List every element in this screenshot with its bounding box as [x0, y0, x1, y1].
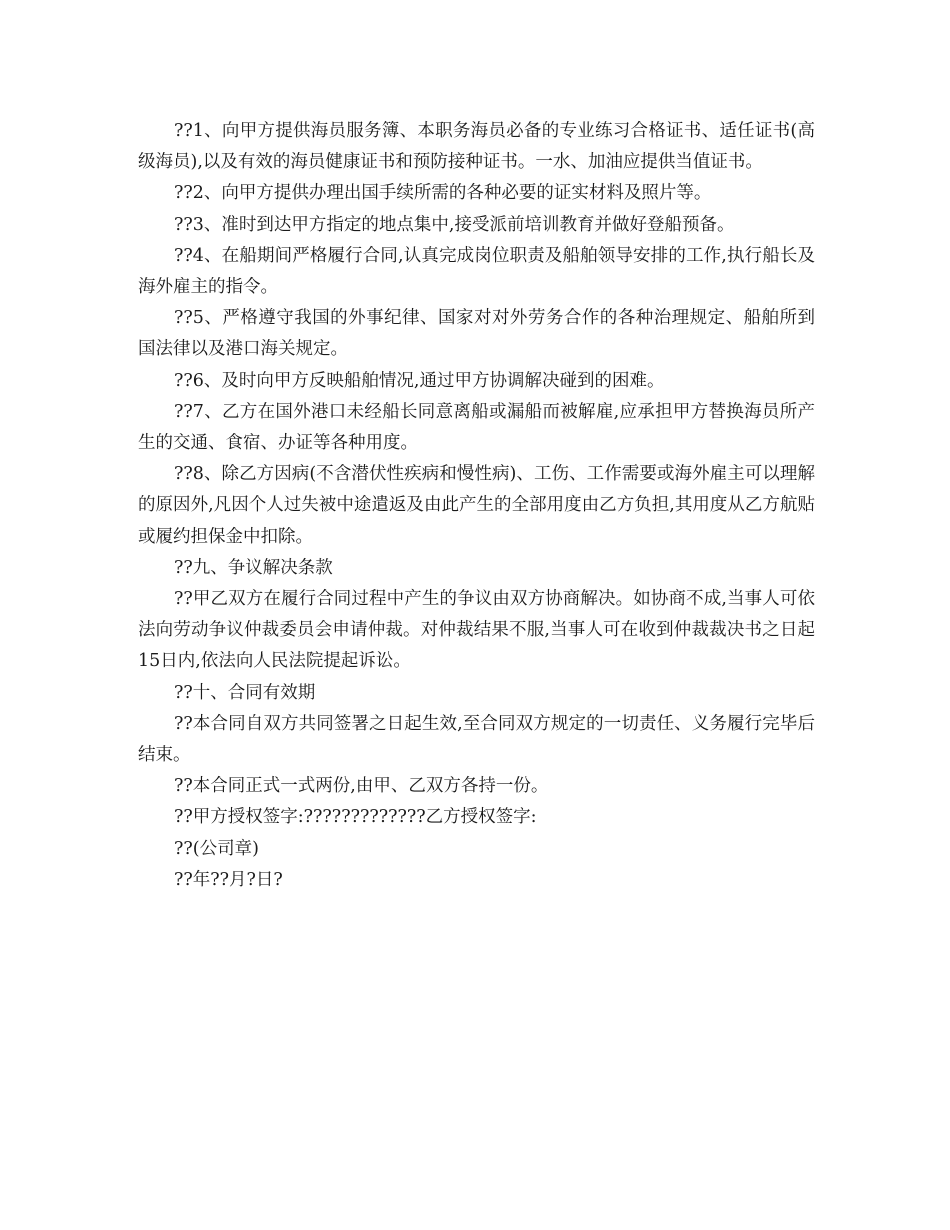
- section-heading-dispute: ??九、争议解决条款: [174, 557, 333, 578]
- document-body: [138, 116, 815, 896]
- paragraph-clause-4: ??4、在船期间严格履行合同,认真完成岗位职责及船舶领导安排的工作,执行船长及海外雇主的指令。: [138, 245, 815, 298]
- paragraph-clause-5: ??5、严格遵守我国的外事纪律、国家对对外劳务合作的各种治理规定、船舶所到国法律以及港口海关规定。: [138, 308, 815, 360]
- paragraph-clause-1: ??1、向甲方提供海员服务簿、本职务海员必备的专业练习合格证书、适任证书(高级海员),以及有效的海员健康证书和预防接种证书。一水、加油应提供当值证书。: [138, 121, 815, 173]
- signature-line: ??甲方授权签字:?????????????乙方授权签字:: [174, 807, 537, 828]
- paragraph-dispute: ??甲乙双方在履行合同过程中产生的争议由双方协商解决。如协商不成,当事人可依法向劳动争议仲裁委员会申请仲裁。对仲裁结果不服,当事人可在收到仲裁裁决书之日起15日内,依法向人民法院提起诉讼。: [138, 589, 815, 672]
- paragraph-clause-7: ??7、乙方在国外港口未经船长同意离船或漏船而被解雇,应承担甲方替换海员所产生的交通、食宿、办证等各种用度。: [138, 401, 815, 454]
- paragraph-clause-6: ??6、及时向甲方反映船舶情况,通过甲方协调解决碰到的困难。: [174, 370, 665, 391]
- section-heading-validity: ??十、合同有效期: [174, 682, 316, 703]
- paragraph-copies: ??本合同正式一式两份,由甲、乙双方各持一份。: [174, 776, 549, 797]
- paragraph-validity: ??本合同自双方共同签署之日起生效,至合同双方规定的一切责任、义务履行完毕后结束。: [138, 713, 815, 766]
- paragraph-clause-2: ??2、向甲方提供办理出国手续所需的各种必要的证实材料及照片等。: [174, 183, 712, 204]
- date-line: ??年??月?日?: [174, 869, 283, 890]
- company-seal-line: ??(公司章): [174, 838, 259, 859]
- paragraph-clause-8: ??8、除乙方因病(不含潜伏性疾病和慢性病)、工伤、工作需要或海外雇主可以理解的原因外,凡因个人过失被中途遣返及由此产生的全部用度由乙方负担,其用度从乙方航贴或履约担保金中扣除。: [138, 464, 815, 547]
- paragraph-clause-3: ??3、准时到达甲方指定的地点集中,接受派前培训教育并做好登船预备。: [174, 214, 735, 235]
